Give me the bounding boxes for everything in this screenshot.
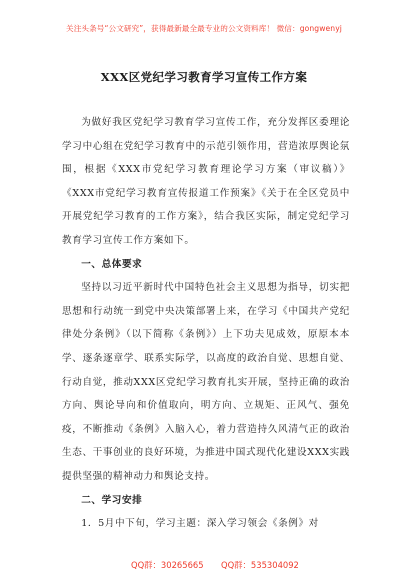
- study-arrangement-item-1: 1．5月中下旬，学习主题：深入学习领会《条例》对: [81, 518, 319, 530]
- section-heading-study-arrangement: 二、学习安排: [81, 494, 143, 506]
- document-body: [62, 111, 350, 536]
- footer-bar: [0, 556, 408, 580]
- general-requirements-paragraph: 坚持以习近平新时代中国特色社会主义思想为指导，切实把思想和行动统一到党中央决策部署上来，在学习《中国共产党纪律处分条例》（以下简称《条例》）上下功夫见成效，原原本本学、逐条逐章学、联系实际学，以高度的政治自觉、思想自觉、行动自觉，推动XXX区党纪学习教育扎实开展，坚持正确的政治方向、舆论导向和价值取向，明方向、立规矩、正风气、强免疫，不断推动《条例》入脑入心，着力营造持久风清气正的政治生态、干事创业的良好环境，为推进中国式现代化建设XXX实践提供坚强的精神动力和舆论支持。: [62, 282, 350, 482]
- footer-qq-group-1: QQ群：30265665: [131, 560, 204, 570]
- footer-qq-group-2: QQ群：535304092: [221, 560, 299, 570]
- section-heading-general-requirements: 一、总体要求: [81, 258, 143, 270]
- promo-banner: 关注头条号“公文研究”，获得最新最全最专业的公文资料库！ 微信：gongwenyj: [66, 24, 342, 33]
- intro-paragraph: 为做好我区党纪学习教育学习宣传工作，充分发挥区委理论学习中心组在党纪学习教育中的示范引领作用，营造浓厚舆论氛围，根据《XXX市党纪学习教育理论学习方案（审议稿）》《XXX市党纪学习教育宣传报道工作预案》《关于在全区党员中开展党纪学习教育的工作方案》，结合我区实际，制定党纪学习教育学习宣传工作方案如下。: [62, 117, 350, 246]
- document-title: XXX区党纪学习教育学习宣传工作方案: [100, 70, 308, 84]
